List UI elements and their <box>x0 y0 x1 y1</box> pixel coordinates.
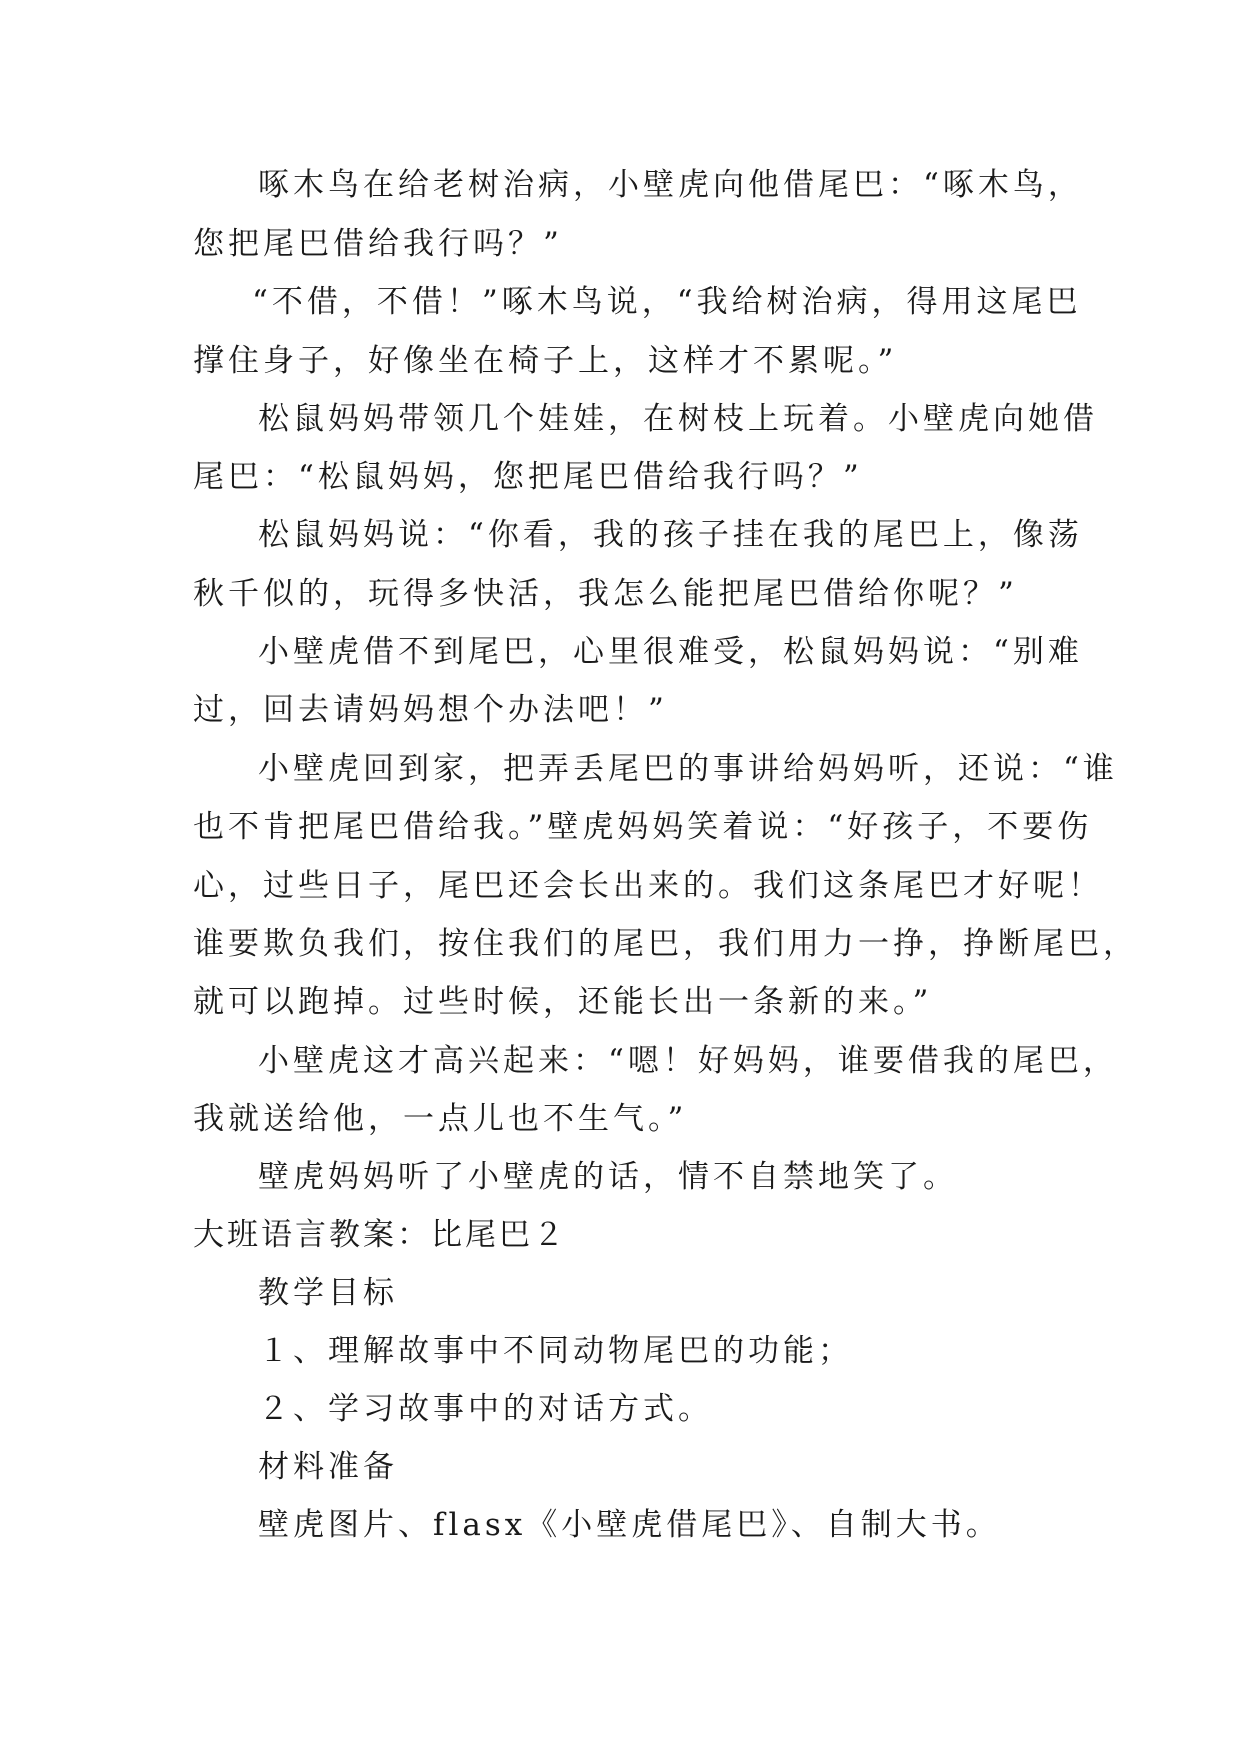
paragraph-line: 我就送给他，一点儿也不生气。” <box>193 1101 688 1137</box>
subheading: 教学目标 <box>258 1275 398 1311</box>
subheading: 材料准备 <box>258 1449 398 1485</box>
paragraph-line: 就可以跑掉。过些时候，还能长出一条新的来。” <box>193 984 933 1020</box>
paragraph-line: 秋千似的，玩得多快活，我怎么能把尾巴借给你呢？” <box>193 576 1018 612</box>
paragraph-line: 小壁虎借不到尾巴，心里很难受，松鼠妈妈说：“别难 <box>258 634 1083 670</box>
paragraph-line: 松鼠妈妈说：“你看，我的孩子挂在我的尾巴上，像荡 <box>258 517 1083 553</box>
section-title: 大班语言教案：比尾巴２ <box>193 1217 567 1253</box>
paragraph-line: 小壁虎这才高兴起来：“嗯！好妈妈，谁要借我的尾巴， <box>258 1043 1118 1079</box>
paragraph-line: 啄木鸟在给老树治病，小壁虎向他借尾巴：“啄木鸟， <box>258 167 1083 203</box>
paragraph-line: 您把尾巴借给我行吗？” <box>193 226 563 262</box>
paragraph-line: 壁虎图片、flasx《小壁虎借尾巴》、自制大书。 <box>258 1507 1001 1543</box>
paragraph-line: 也不肯把尾巴借给我。”壁虎妈妈笑着说：“好孩子，不要伤 <box>193 809 1093 845</box>
paragraph-line: 心，过些日子，尾巴还会长出来的。我们这条尾巴才好呢！ <box>193 868 1103 904</box>
list-item: ２、学习故事中的对话方式。 <box>258 1391 713 1427</box>
paragraph-line: 撑住身子，好像坐在椅子上，这样才不累呢。” <box>193 343 898 379</box>
paragraph-line: 谁要欺负我们，按住我们的尾巴，我们用力一挣，挣断尾巴， <box>193 926 1138 962</box>
paragraph-line: “不借，不借！”啄木鸟说，“我给树治病，得用这尾巴 <box>252 284 1082 320</box>
paragraph-line: 小壁虎回到家，把弄丢尾巴的事讲给妈妈听，还说：“谁 <box>258 751 1118 787</box>
paragraph-line: 尾巴：“松鼠妈妈，您把尾巴借给我行吗？” <box>193 459 863 495</box>
paragraph-line: 松鼠妈妈带领几个娃娃，在树枝上玩着。小壁虎向她借 <box>258 401 1098 437</box>
paragraph-line: 壁虎妈妈听了小壁虎的话，情不自禁地笑了。 <box>258 1159 958 1195</box>
paragraph-line: 过，回去请妈妈想个办法吧！” <box>193 692 668 728</box>
list-item: １、理解故事中不同动物尾巴的功能； <box>258 1333 853 1369</box>
